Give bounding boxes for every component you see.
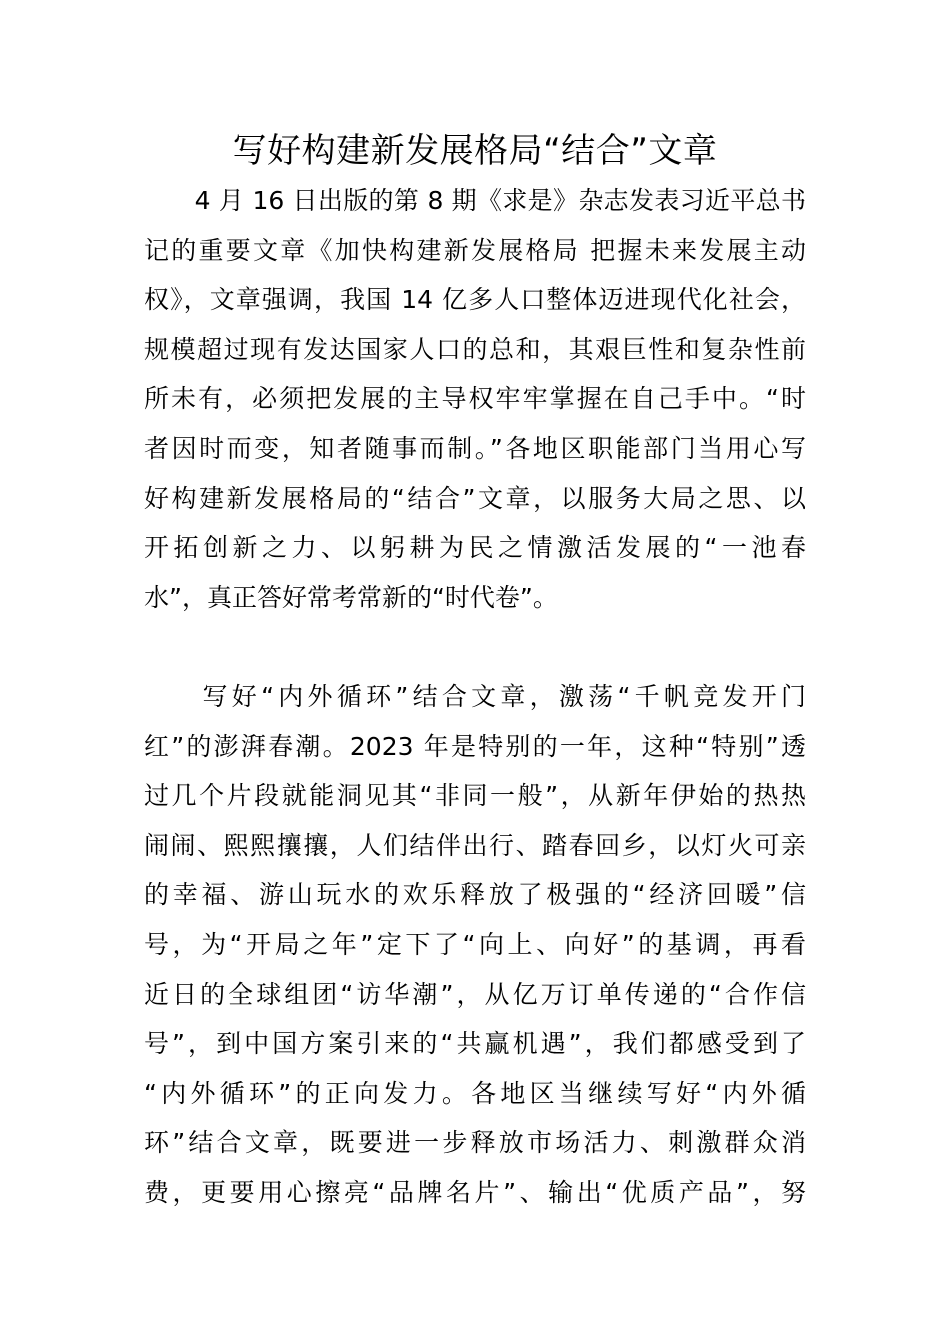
article-title: 写好构建新发展格局“结合”文章 — [232, 131, 718, 171]
text-line: 记的重要文章《加快构建新发展格局 把握未来发展主动 — [144, 235, 806, 265]
text-line: 者因时而变，知者随事而制。”各地区职能部门当用心写 — [144, 433, 806, 463]
text-line: 过几个片段就能洞见其“非同一般”，从新年伊始的热热 — [144, 781, 806, 811]
text-line: 号，为“开局之年”定下了“向上、向好”的基调，再看 — [144, 929, 806, 959]
text-line: 近日的全球组团“访华潮”，从亿万订单传递的“合作信 — [144, 979, 806, 1009]
text-line: 写好“内外循环”结合文章，激荡“千帆竞发开门 — [144, 682, 806, 711]
text-line: “内外循环”的正向发力。各地区当继续写好“内外循 — [144, 1078, 806, 1108]
paragraph-2 — [144, 672, 806, 1218]
text-line: 费，更要用心擦亮“品牌名片”、输出“优质产品”，努 — [144, 1177, 806, 1207]
text-line: 的幸福、游山玩水的欢乐释放了极强的“经济回暖”信 — [144, 880, 806, 910]
text-line: 环”结合文章，既要进一步释放市场活力、刺激群众消 — [144, 1128, 806, 1158]
text-line: 规模超过现有发达国家人口的总和，其艰巨性和复杂性前 — [144, 334, 806, 364]
text-line: 好构建新发展格局的“结合”文章，以服务大局之思、以 — [144, 483, 806, 513]
text-line: 4 月 16 日出版的第 8 期《求是》杂志发表习近平总书 — [144, 186, 806, 215]
text-line: 开拓创新之力、以躬耕为民之情激活发展的“一池春 — [144, 533, 806, 563]
paragraph-1 — [144, 176, 806, 622]
text-line: 号”，到中国方案引来的“共赢机遇”，我们都感受到了 — [144, 1029, 806, 1059]
text-line: 红”的澎湃春潮。2023 年是特别的一年，这种“特别”透 — [144, 731, 806, 761]
text-line: 权》，文章强调，我国 14 亿多人口整体迈进现代化社会， — [144, 285, 806, 315]
text-line: 所未有，必须把发展的主导权牢牢掌握在自己手中。“时 — [144, 384, 806, 414]
text-line: 闹闹、熙熙攘攘，人们结伴出行、踏春回乡，以灯火可亲 — [144, 830, 806, 860]
text-line: 水”，真正答好常考常新的“时代卷”。 — [144, 582, 558, 612]
